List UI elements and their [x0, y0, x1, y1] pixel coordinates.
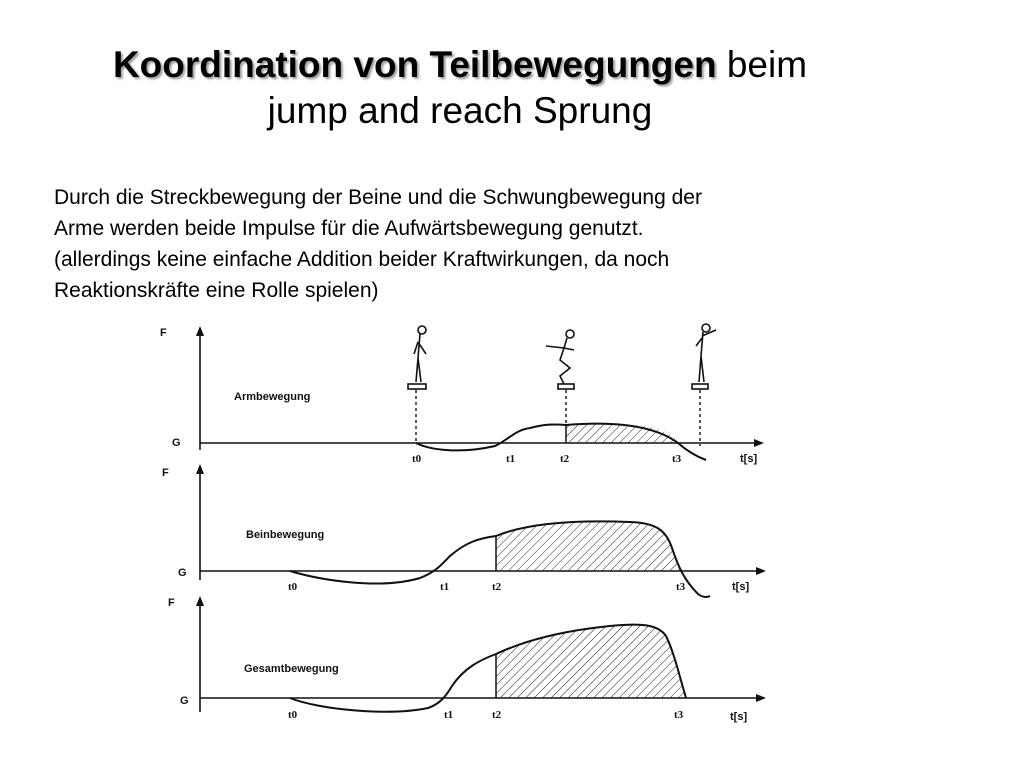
stick-figure-arms-up-icon: [692, 324, 716, 389]
tick-t3: t3: [672, 453, 682, 465]
time-axis-label: t[s]: [730, 711, 748, 723]
tick-t0: t0: [288, 581, 298, 593]
body-line: Durch die Streckbewegung der Beine und die Schwungbewegung der: [54, 186, 702, 209]
body-line: (allerdings keine einfache Addition beider Kraftwirkungen, da noch: [54, 248, 670, 271]
tick-t1: t1: [506, 453, 516, 465]
stick-figure-standing-icon: [408, 326, 426, 389]
stick-figure-crouching-icon: [546, 330, 574, 389]
force-time-diagram: [150, 318, 790, 730]
panel-label: Gesamtbewegung: [244, 663, 339, 675]
time-axis-label: t[s]: [732, 581, 750, 593]
hatched-area: [496, 625, 686, 698]
baseline-label: G: [172, 437, 181, 449]
title-rest: beim: [716, 44, 808, 85]
tick-t3: t3: [676, 581, 686, 593]
y-axis-label: F: [160, 327, 167, 339]
time-axis-label: t[s]: [740, 453, 758, 465]
y-axis-arrow: [196, 596, 204, 606]
panel-armbewegung: [160, 324, 764, 465]
body-paragraph: [54, 182, 874, 306]
force-time-figure: [150, 318, 790, 730]
body-line: Reaktionskräfte eine Rolle spielen): [54, 279, 379, 302]
time-axis-arrow: [754, 439, 764, 447]
time-axis-arrow: [756, 567, 766, 575]
body-line: Arme werden beide Impulse für die Aufwärtsbewegung genutzt.: [54, 217, 644, 240]
tick-t2: t2: [492, 581, 502, 593]
tick-t0: t0: [412, 453, 422, 465]
panel-label: Armbewegung: [234, 391, 311, 403]
panel-beinbewegung: [162, 464, 766, 597]
panel-gesamtbewegung: [168, 596, 766, 723]
slide-title: [0, 42, 920, 134]
y-axis-arrow: [196, 464, 204, 474]
tick-t1: t1: [440, 581, 450, 593]
y-axis-label: F: [168, 597, 175, 609]
y-axis-label: F: [162, 467, 169, 479]
tick-t2: t2: [560, 453, 570, 465]
y-axis-arrow: [196, 326, 204, 336]
baseline-label: G: [178, 567, 187, 579]
panel-label: Beinbewegung: [246, 529, 325, 541]
tick-t0: t0: [288, 709, 298, 721]
tick-t3: t3: [674, 709, 684, 721]
tick-t1: t1: [444, 709, 454, 721]
title-bold-part: Koordination von Teilbewegungen: [112, 44, 717, 85]
time-axis-arrow: [756, 694, 766, 702]
title-line-2: jump and reach Sprung: [267, 90, 653, 131]
baseline-label: G: [180, 695, 189, 707]
tick-t2: t2: [492, 709, 502, 721]
